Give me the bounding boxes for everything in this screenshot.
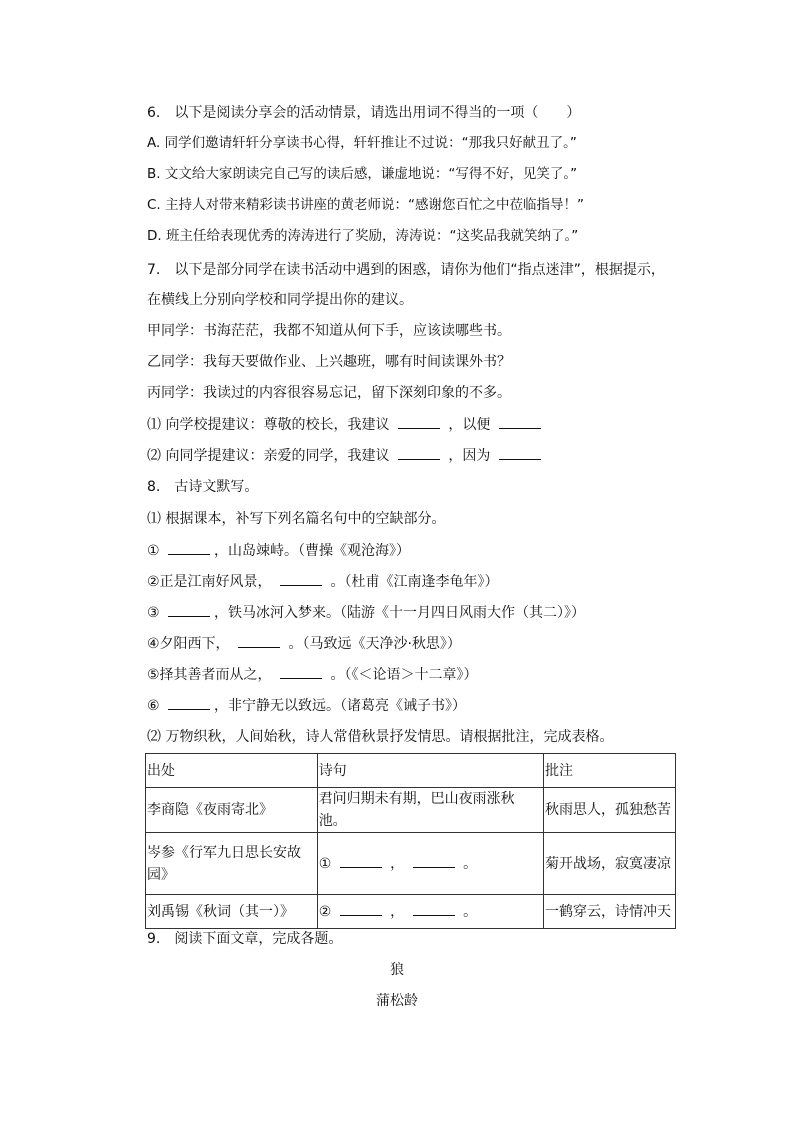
- cell-source: 李商隐《夜雨寄北》: [146, 788, 318, 833]
- q8-stem: 8. 古诗文默写。: [147, 479, 259, 495]
- q8-item6: [147, 695, 466, 716]
- verse-end: 。: [463, 855, 478, 872]
- header-verse: 诗句: [317, 754, 543, 788]
- q7-stem-line1: 7. 以下是部分同学在读书活动中遇到的困惑，请你为他们“指点迷津”，根据提示，: [147, 262, 665, 278]
- item-text: ②正是江南好风景，: [147, 574, 272, 590]
- q8-item1: [147, 540, 410, 561]
- q7-student-bing: 丙同学：我读过的内容很容易忘记，留下深刻印象的不多。: [147, 385, 511, 401]
- cell-note: 秋雨思人，孤独愁苦: [543, 788, 675, 833]
- answer-blank[interactable]: [238, 633, 280, 648]
- header-note: 批注: [543, 754, 675, 788]
- answer-blank[interactable]: [499, 414, 541, 429]
- table-row: [146, 833, 676, 895]
- item-number: ⑥: [147, 698, 160, 714]
- q6-stem: 6. 以下是阅读分享会的活动情景，请选出用词不得当的一项（ ）: [147, 105, 581, 121]
- item-text: ，山岛竦峙。（曹操《观沧海》）: [214, 543, 411, 559]
- item-number: ①: [147, 543, 160, 559]
- answer-blank[interactable]: [340, 853, 382, 868]
- header-source: 出处: [146, 754, 318, 788]
- q7-sub1-prefix: ⑴ 向学校提建议：尊敬的校长，我建议: [147, 417, 390, 433]
- item-tail: 。（《＜论语＞十二章》）: [330, 667, 478, 683]
- q8-item3: [147, 602, 585, 623]
- q8-part2: ⑵ 万物织秋，人间始秋，诗人常借秋景抒发情思。请根据批注，完成表格。: [147, 729, 614, 745]
- q6-option-a: A. 同学们邀请轩轩分享读书心得，轩轩推让不过说：“那我只好献丑了。”: [147, 135, 577, 151]
- item-text: ，铁马冰河入梦来。（陆游《十一月四日风雨大作（其二）》）: [214, 605, 586, 621]
- q7-sub1-mid: ，以便: [448, 417, 491, 433]
- verse-separator: ，: [390, 903, 405, 920]
- q7-sub2-prefix: ⑵ 向同学提建议：亲爱的同学，我建议: [147, 448, 390, 464]
- q7-stem-line2: 在横线上分别向学校和同学提出你的建议。: [147, 292, 413, 308]
- cell-note: 菊开战场，寂寞凄凉: [543, 833, 675, 895]
- article-author: 蒲松龄: [376, 993, 418, 1009]
- q6-option-c: C. 主持人对带来精彩读书讲座的黄老师说：“感谢您百忙之中莅临指导！”: [147, 197, 584, 213]
- table-row: [146, 788, 676, 833]
- item-number: ③: [147, 605, 160, 621]
- q7-sub2-mid: ，因为: [448, 448, 491, 464]
- item-text: ，非宁静无以致远。（诸葛亮《诫子书》）: [214, 698, 467, 714]
- item-text: ⑤择其善者而从之，: [147, 667, 272, 683]
- q8-item5: [147, 664, 477, 685]
- autumn-poem-table: [145, 753, 676, 929]
- answer-blank[interactable]: [280, 664, 322, 679]
- q8-part1: ⑴ 根据课本，补写下列名篇名句中的空缺部分。: [147, 511, 446, 527]
- verse-number: ②: [318, 903, 332, 920]
- verse-separator: ，: [390, 855, 405, 872]
- q9-stem: 9. 阅读下面文章，完成各题。: [147, 931, 343, 947]
- q7-student-yi: 乙同学：我每天要做作业、上兴趣班，哪有时间读课外书？: [147, 354, 511, 370]
- answer-blank[interactable]: [413, 853, 455, 868]
- answer-blank[interactable]: [280, 571, 322, 586]
- cell-note: 一鹤穿云，诗情冲天: [543, 895, 675, 929]
- answer-blank[interactable]: [340, 901, 382, 916]
- answer-blank[interactable]: [168, 695, 210, 710]
- item-text: ④夕阳西下，: [147, 636, 230, 652]
- answer-blank[interactable]: [168, 540, 210, 555]
- item-tail: 。（杜甫《江南逢李龟年》）: [330, 574, 499, 590]
- answer-blank[interactable]: [413, 901, 455, 916]
- q6-option-d: D. 班主任给表现优秀的涛涛进行了奖励，涛涛说：“这奖品我就笑纳了。”: [147, 228, 579, 244]
- cell-verse: [317, 895, 543, 929]
- q7-sub2: [147, 445, 545, 466]
- table-header-row: [146, 754, 676, 788]
- q7-student-jia: 甲同学：书海茫茫，我都不知道从何下手，应该读哪些书。: [147, 323, 511, 339]
- verse-number: ①: [318, 855, 332, 872]
- answer-blank[interactable]: [398, 414, 440, 429]
- q8-item4: [147, 633, 461, 654]
- cell-source: 刘禹锡《秋词（其一）》: [146, 895, 318, 929]
- cell-verse: 君问归期未有期，巴山夜雨涨秋池。: [317, 788, 543, 833]
- q7-sub1: [147, 414, 545, 435]
- q8-item2: [147, 571, 498, 592]
- verse-end: 。: [463, 903, 478, 920]
- answer-blank[interactable]: [499, 445, 541, 460]
- answer-blank[interactable]: [398, 445, 440, 460]
- table-row: [146, 895, 676, 929]
- cell-verse: [317, 833, 543, 895]
- article-title: 狼: [390, 962, 404, 978]
- item-tail: 。（马致远《天净沙·秋思》）: [288, 636, 461, 652]
- answer-blank[interactable]: [168, 602, 210, 617]
- cell-source: 岑参《行军九日思长安故园》: [146, 833, 318, 895]
- q6-option-b: B. 文文给大家朗读完自己写的读后感，谦虚地说：“写得不好，见笑了。”: [147, 166, 578, 182]
